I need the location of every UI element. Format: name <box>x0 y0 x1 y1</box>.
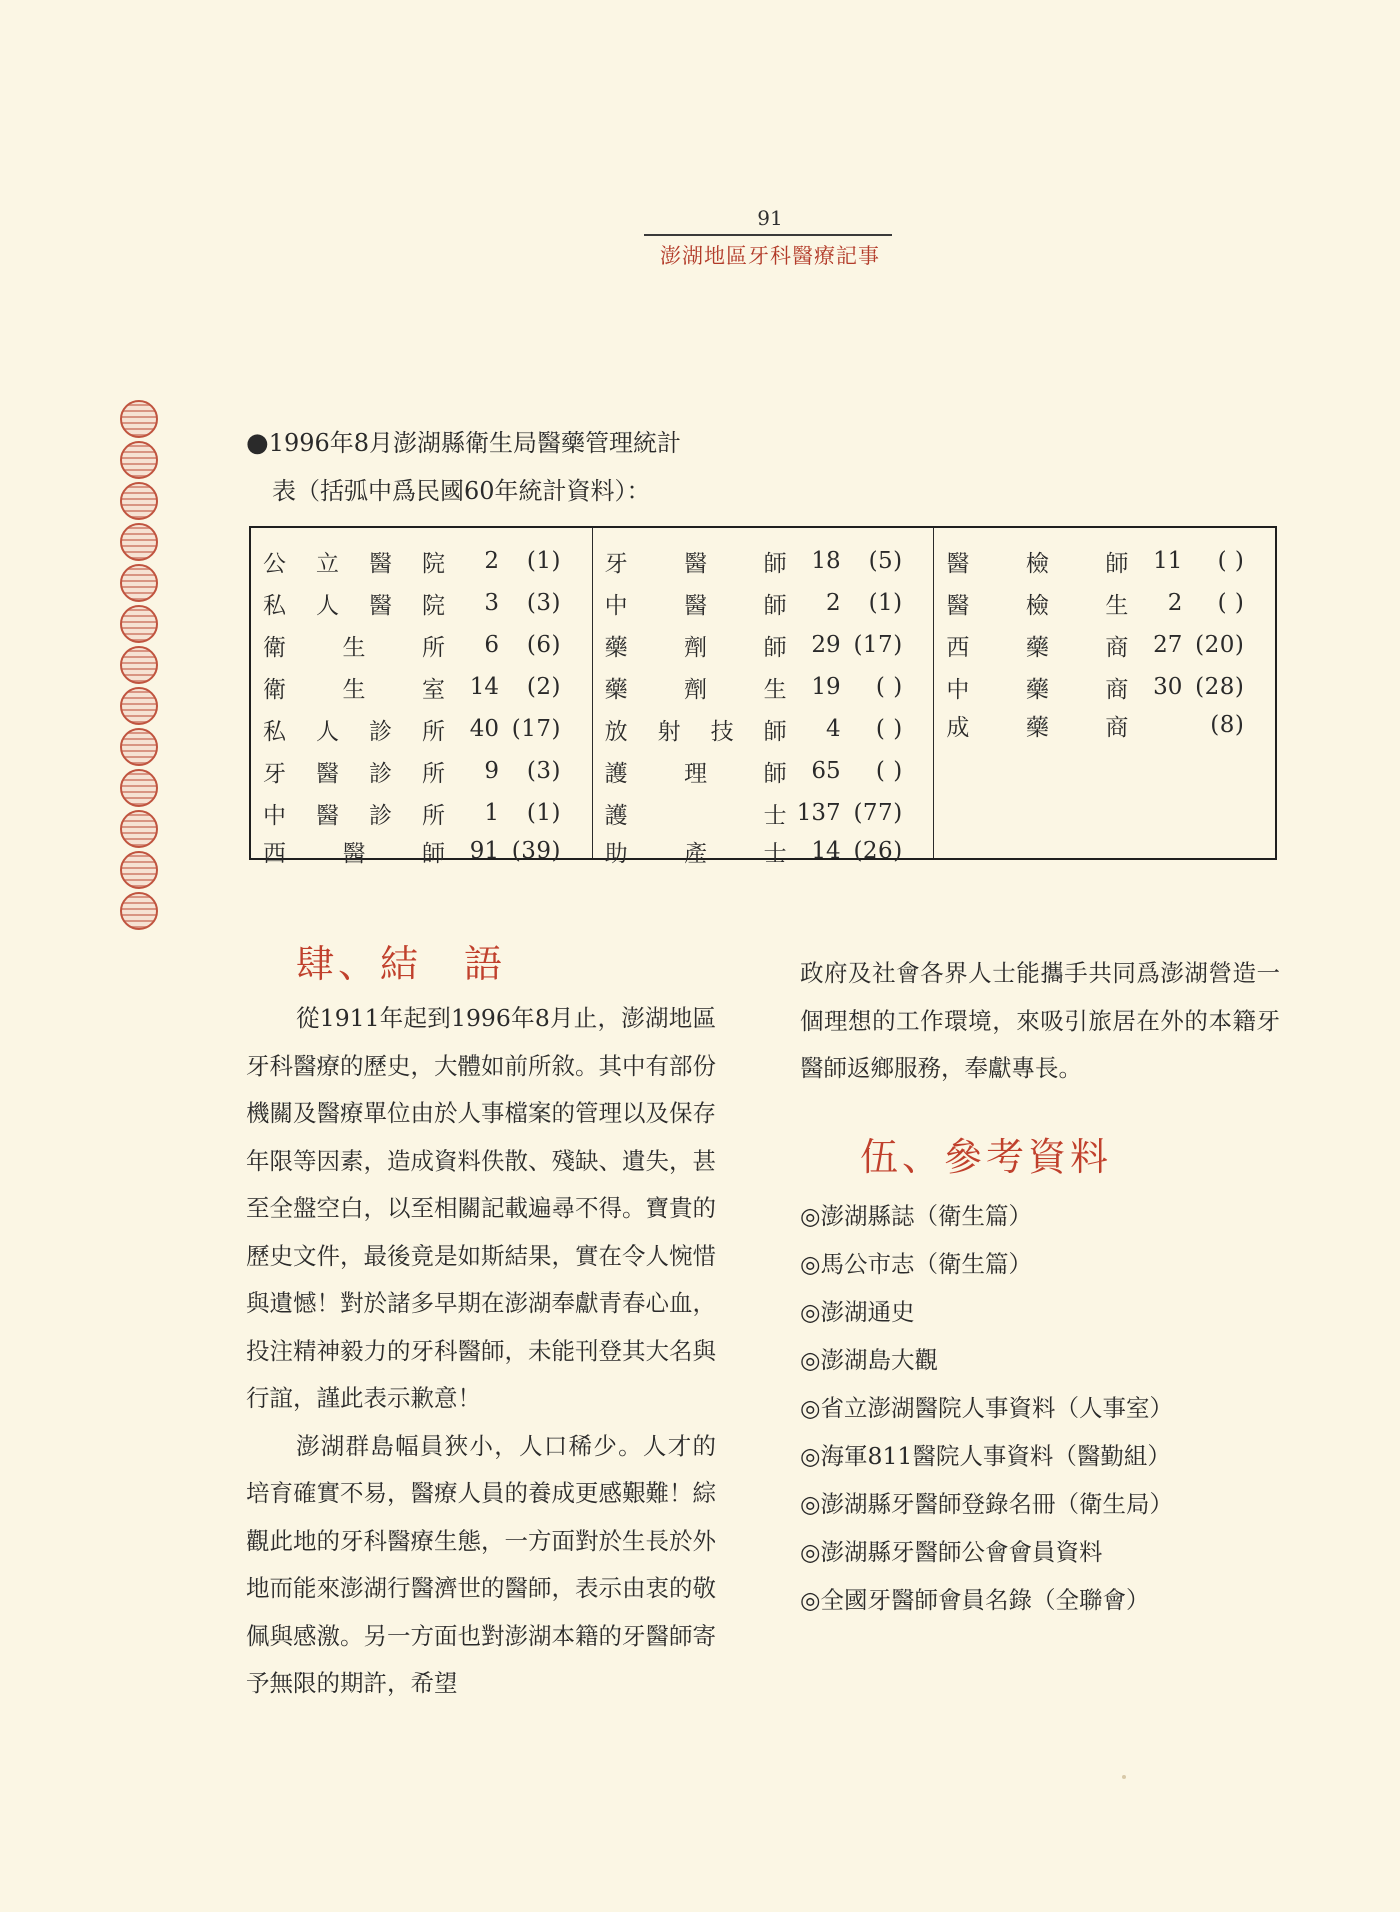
stats-row <box>263 708 584 750</box>
stats-row <box>946 708 1267 742</box>
stats-count-1996: 6 <box>484 632 499 658</box>
stats-category-char: 藥 <box>1025 714 1049 741</box>
stats-category-char: 中 <box>263 802 286 829</box>
conclusion-paragraph-continued: 政府及社會各界人士能攜手共同爲澎湖營造一個理想的工作環境，來吸引旅居在外的本籍牙醫師返鄉服務，奉獻專長。 <box>800 959 1280 1082</box>
stats-count-1996: 2 <box>1167 590 1183 616</box>
stats-category-char: 所 <box>422 634 445 661</box>
stats-category-char: 師 <box>422 840 445 867</box>
stats-category <box>605 755 795 788</box>
seal-stamp-icon <box>120 564 158 602</box>
stats-category <box>946 709 1136 742</box>
stats-category <box>946 545 1136 578</box>
stats-row <box>946 540 1267 582</box>
stats-row <box>263 792 584 834</box>
reference-item: ◎澎湖縣牙醫師登錄名冊（衛生局） <box>800 1490 1174 1518</box>
stats-category-char: 理 <box>684 760 708 787</box>
stats-category-char: 院 <box>422 550 445 577</box>
reference-item: ◎海軍811醫院人事資料（醫勤組） <box>800 1442 1171 1470</box>
stats-category-char: 藥 <box>604 634 628 661</box>
stats-category-char: 師 <box>1105 550 1129 577</box>
stats-category-char: 劑 <box>684 676 708 703</box>
stats-row <box>605 540 926 582</box>
stats-category-char: 檢 <box>1025 592 1049 619</box>
stats-category <box>263 797 453 830</box>
seal-stamp-icon <box>120 851 158 889</box>
stats-category-char: 劑 <box>684 634 708 661</box>
stats-count-roc60: ( ) <box>875 758 903 784</box>
stats-count-roc60: (2) <box>526 674 561 700</box>
stats-category-char: 藥 <box>604 676 628 703</box>
stats-count-1996: 2 <box>484 548 499 574</box>
seal-stamp-icon <box>120 687 158 725</box>
stats-row <box>263 750 584 792</box>
stats-column <box>933 528 1275 858</box>
reference-item: ◎澎湖縣誌（衛生篇） <box>800 1202 1033 1230</box>
stats-category-char: 中 <box>946 676 970 703</box>
stats-category-char: 所 <box>422 718 445 745</box>
stats-count-roc60: (1) <box>868 590 903 616</box>
stats-count-roc60: (5) <box>868 548 903 574</box>
stats-count-1996: 11 <box>1153 548 1183 574</box>
table-caption-line2: 表（括弧中爲民國60年統計資料）： <box>272 477 651 505</box>
stats-category <box>263 545 453 578</box>
stats-row <box>946 666 1267 708</box>
seal-stamp-icon <box>120 728 158 766</box>
stats-count-roc60: (6) <box>526 632 561 658</box>
stats-count-roc60: ( ) <box>875 674 903 700</box>
stats-category-char: 牙 <box>263 760 286 787</box>
stats-category-char: 助 <box>604 840 628 867</box>
stats-category-char: 西 <box>946 634 970 661</box>
seal-stamp-icon <box>120 646 158 684</box>
stats-row <box>263 540 584 582</box>
stats-category-char: 商 <box>1105 634 1129 661</box>
stats-row <box>946 582 1267 624</box>
stats-count-roc60: (26) <box>853 838 903 864</box>
stats-category-char: 師 <box>763 592 787 619</box>
stats-category-char: 師 <box>763 550 787 577</box>
stats-category <box>946 587 1136 620</box>
stats-count-roc60: ( ) <box>875 716 903 742</box>
stats-count-1996: 14 <box>811 838 841 864</box>
running-title: 澎湖地區牙科醫療記事 <box>660 244 880 268</box>
reference-item: ◎澎湖縣牙醫師公會會員資料 <box>800 1538 1103 1566</box>
page-number: 91 <box>757 206 783 230</box>
stats-row <box>263 624 584 666</box>
stats-column <box>592 528 934 867</box>
stats-category-char: 射 <box>657 718 681 745</box>
stats-count-roc60: (1) <box>526 548 561 574</box>
stats-category-char: 士 <box>763 840 787 867</box>
stats-column <box>251 528 592 867</box>
stats-category-char: 醫 <box>316 802 339 829</box>
stats-category-char: 私 <box>263 592 286 619</box>
stats-category-char: 生 <box>1105 592 1129 619</box>
stats-category-char: 人 <box>316 592 339 619</box>
stats-count-roc60: ( ) <box>1217 548 1245 574</box>
stats-count-roc60: (28) <box>1195 674 1245 700</box>
paper-speck <box>1122 1775 1126 1779</box>
stats-category <box>605 587 795 620</box>
stats-count-roc60: (17) <box>511 716 561 742</box>
stats-category-char: 醫 <box>316 760 339 787</box>
stats-category <box>946 671 1136 704</box>
conclusion-text <box>246 995 716 1708</box>
stats-category-char: 室 <box>422 676 445 703</box>
table-caption <box>246 423 681 458</box>
stats-count-roc60: (20) <box>1195 632 1245 658</box>
stats-count-1996: 3 <box>484 590 499 616</box>
references-list <box>800 1192 1173 1624</box>
stats-category-char: 商 <box>1105 714 1129 741</box>
reference-item: ◎澎湖通史 <box>800 1298 915 1326</box>
conclusion-text-continued <box>800 950 1280 1093</box>
stats-category <box>605 545 795 578</box>
stats-category-char: 衛 <box>263 634 286 661</box>
stats-category <box>605 629 795 662</box>
stats-category-char: 成 <box>946 714 970 741</box>
stats-category-char: 護 <box>604 802 628 829</box>
stats-count-roc60: ( ) <box>1217 590 1245 616</box>
stats-category-char: 醫 <box>342 840 366 867</box>
stats-row <box>605 708 926 750</box>
reference-item: ◎省立澎湖醫院人事資料（人事室） <box>800 1394 1174 1422</box>
reference-item: ◎馬公市志（衛生篇） <box>800 1250 1033 1278</box>
stats-category-char: 藥 <box>1025 634 1049 661</box>
reference-item: ◎全國牙醫師會員名錄（全聯會） <box>800 1586 1150 1614</box>
references-heading: 伍、參考資料 <box>860 1135 1113 1179</box>
stats-row <box>605 834 926 868</box>
stats-count-1996: 18 <box>811 548 841 574</box>
header-rule <box>644 234 892 236</box>
stats-count-roc60: (17) <box>853 632 903 658</box>
stats-category-char: 牙 <box>604 550 628 577</box>
stats-row <box>263 834 584 868</box>
stats-count-roc60: (3) <box>526 590 561 616</box>
stats-category-char: 醫 <box>369 550 392 577</box>
stats-category <box>946 629 1136 662</box>
stats-category-char: 生 <box>342 634 366 661</box>
stats-row <box>605 666 926 708</box>
stats-row <box>605 750 926 792</box>
stats-category <box>605 797 795 830</box>
stats-category-char: 放 <box>604 718 628 745</box>
stats-row <box>605 582 926 624</box>
stats-category-char: 師 <box>763 634 787 661</box>
stats-row <box>263 666 584 708</box>
stats-row <box>946 624 1267 666</box>
stats-count-1996: 40 <box>469 716 499 742</box>
stats-count-1996: 91 <box>469 838 499 864</box>
stats-count-1996: 30 <box>1153 674 1183 700</box>
stats-category-char: 師 <box>763 718 787 745</box>
stats-category <box>263 587 453 620</box>
stats-count-1996: 4 <box>826 716 841 742</box>
stats-category-char: 生 <box>763 676 787 703</box>
stats-category <box>263 835 453 868</box>
table-caption-line1: 1996年8月澎湖縣衛生局醫藥管理統計 <box>268 429 682 457</box>
stats-count-1996: 14 <box>469 674 499 700</box>
seal-stamp-icon <box>120 441 158 479</box>
stats-category-char: 所 <box>422 802 445 829</box>
stats-category-char: 生 <box>342 676 366 703</box>
stats-category-char: 藥 <box>1025 676 1049 703</box>
stats-category-char: 產 <box>684 840 708 867</box>
seal-column <box>120 400 162 933</box>
stats-count-roc60: (8) <box>1210 712 1245 738</box>
stats-count-1996: 29 <box>811 632 841 658</box>
stats-category-char: 院 <box>422 592 445 619</box>
conclusion-paragraph: 澎湖群島幅員狹小，人口稀少。人才的培育確實不易，醫療人員的養成更感艱難！綜觀此地的牙科醫療生態，一方面對於生長於外地而能來澎湖行醫濟世的醫師，表示由衷的敬佩與感激。另一方面也對澎湖本籍的牙醫師寄予無限的期許，希望 <box>246 1431 716 1697</box>
stats-category-char: 醫 <box>946 550 970 577</box>
stats-row <box>605 624 926 666</box>
seal-stamp-icon <box>120 892 158 930</box>
stats-category <box>263 629 453 662</box>
stats-count-1996: 27 <box>1153 632 1183 658</box>
stats-category-char: 醫 <box>946 592 970 619</box>
stats-count-1996: 9 <box>484 758 499 784</box>
stats-count-roc60: (39) <box>511 838 561 864</box>
conclusion-paragraph: 從1911年起到1996年8月止，澎湖地區牙科醫療的歷史，大體如前所敘。其中有部份機關及醫療單位由於人事檔案的管理以及保存年限等因素，造成資料佚散、殘缺、遺失，甚至全盤空白，以至相關記載遍尋不得。寶貴的歷史文件，最後竟是如斯結果，實在令人惋惜與遺憾！對於諸多早期在澎湖奉獻青春心血，投注精神毅力的牙科醫師，未能刊登其大名與行誼，謹此表示歉意！ <box>246 1004 716 1412</box>
stats-category <box>605 713 795 746</box>
stats-count-1996: 19 <box>811 674 841 700</box>
reference-item: ◎澎湖島大觀 <box>800 1346 939 1374</box>
stats-category-char: 技 <box>710 718 734 745</box>
seal-stamp-icon <box>120 482 158 520</box>
stats-category-char: 人 <box>316 718 339 745</box>
stats-row <box>605 792 926 834</box>
stats-category-char: 所 <box>422 760 445 787</box>
stats-count-1996: 137 <box>796 800 841 826</box>
seal-stamp-icon <box>120 810 158 848</box>
stats-category-char: 西 <box>263 840 286 867</box>
stats-category-char: 檢 <box>1025 550 1049 577</box>
stats-category <box>263 713 453 746</box>
stats-category-char: 醫 <box>684 550 708 577</box>
stats-category-char: 診 <box>369 760 392 787</box>
stats-category-char: 醫 <box>684 592 708 619</box>
stats-category-char: 診 <box>369 802 392 829</box>
seal-stamp-icon <box>120 769 158 807</box>
stats-count-roc60: (77) <box>853 800 903 826</box>
stats-count-roc60: (1) <box>526 800 561 826</box>
stats-count-roc60: (3) <box>526 758 561 784</box>
stats-count-1996: 2 <box>826 590 841 616</box>
stats-category-char: 立 <box>316 550 339 577</box>
stats-category-char: 商 <box>1105 676 1129 703</box>
bullet-icon: ● <box>246 428 269 458</box>
stats-category-char: 師 <box>763 760 787 787</box>
stats-category <box>605 835 795 868</box>
stats-category <box>263 671 453 704</box>
stats-category-char: 私 <box>263 718 286 745</box>
seal-stamp-icon <box>120 400 158 438</box>
stats-category <box>263 755 453 788</box>
stats-category-char: 醫 <box>369 592 392 619</box>
seal-stamp-icon <box>120 605 158 643</box>
stats-category-char: 士 <box>763 802 787 829</box>
stats-category-char: 診 <box>369 718 392 745</box>
stats-category-char: 護 <box>604 760 628 787</box>
stats-row <box>263 582 584 624</box>
stats-count-1996: 1 <box>484 800 499 826</box>
stats-count-1996: 65 <box>811 758 841 784</box>
stats-table <box>249 526 1277 867</box>
stats-category-char: 衛 <box>263 676 286 703</box>
stats-category-char: 公 <box>263 550 286 577</box>
stats-category-char: 中 <box>604 592 628 619</box>
stats-category <box>605 671 795 704</box>
conclusion-heading: 肆、結 語 <box>296 942 507 986</box>
seal-stamp-icon <box>120 523 158 561</box>
